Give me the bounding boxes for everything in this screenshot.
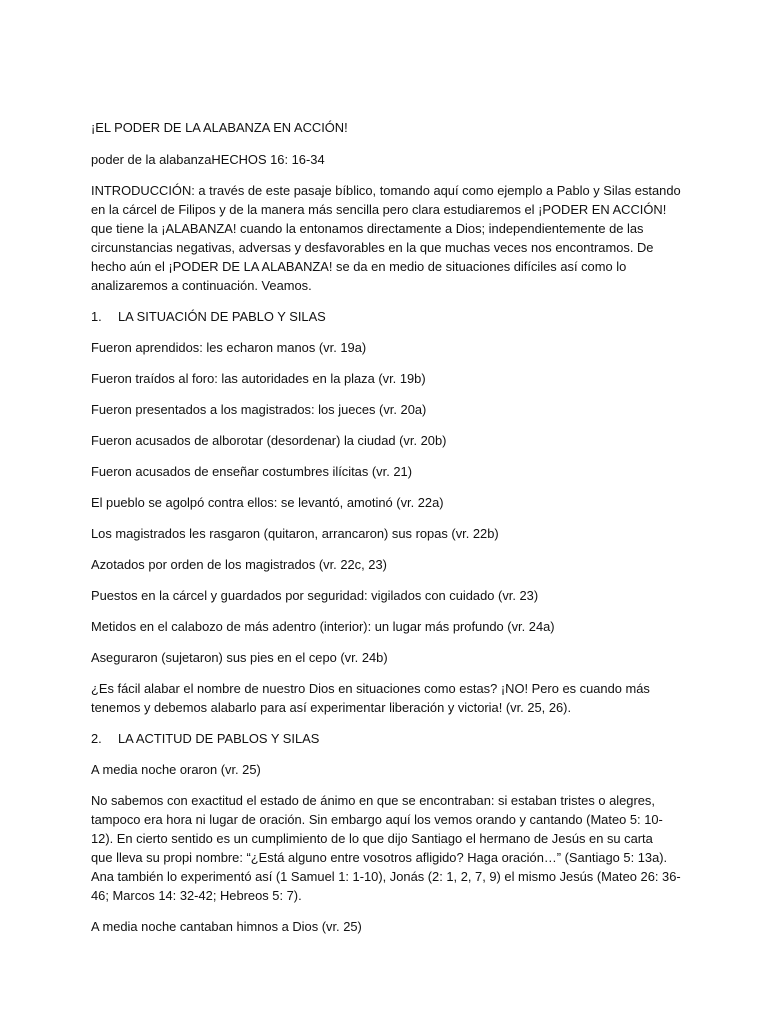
conclusion-paragraph <box>91 679 691 717</box>
text-line: ¿Es fácil alabar el nombre de nuestro Dios en situaciones como estas? ¡NO! Pero es cuando más <box>91 681 650 696</box>
text-line: Ana también lo experimentó así (1 Samuel 1: 1-10), Jonás (2: 1, 2, 7, 9) el mismo Jesús (Mateo 26: 36- <box>91 869 681 884</box>
text-line: tenemos y debemos alabarlo para así experimentar liberación y victoria! (vr. 25, 26). <box>91 700 572 715</box>
section-heading <box>91 729 691 748</box>
section-title: LA ACTITUD DE PABLOS Y SILAS <box>118 731 320 746</box>
text-line: 12). En cierto sentido es un cumplimiento de lo que dijo Santiago el hermano de Jesús en su carta <box>91 831 653 846</box>
document-title: ¡EL PODER DE LA ALABANZA EN ACCIÓN! <box>91 120 348 135</box>
subheading: A media noche oraron (vr. 25) <box>91 762 261 777</box>
list-item: Fueron acusados de alborotar (desordenar) la ciudad (vr. 20b) <box>91 433 447 448</box>
section-number: 2. <box>91 731 102 746</box>
text-line: circunstancias negativas, adversas y desfavorables en la que muchas veces nos encontramos. De <box>91 240 654 255</box>
section-heading <box>91 307 691 326</box>
list-item: Fueron presentados a los magistrados: los jueces (vr. 20a) <box>91 402 427 417</box>
section-title: LA SITUACIÓN DE PABLO Y SILAS <box>118 309 326 324</box>
list-item: El pueblo se agolpó contra ellos: se levantó, amotinó (vr. 22a) <box>91 495 444 510</box>
list-item: Fueron acusados de enseñar costumbres ilícitas (vr. 21) <box>91 464 412 479</box>
body-paragraph <box>91 791 691 905</box>
list-item: Fueron traídos al foro: las autoridades en la plaza (vr. 19b) <box>91 371 426 386</box>
text-line: No sabemos con exactitud el estado de ánimo en que se encontraban: si estaban tristes o alegres, <box>91 793 655 808</box>
document-page <box>91 118 691 948</box>
text-line: tampoco era hora ni lugar de oración. Sin embargo aquí los vemos orando y cantando (Mateo 5: 10- <box>91 812 663 827</box>
text-line: en la cárcel de Filipos y de la manera más sencilla pero clara estudiaremos el ¡PODER EN ACCIÓN! <box>91 202 667 217</box>
text-line: hecho aún el ¡PODER DE LA ALABANZA! se da en medio de situaciones difíciles así como lo <box>91 259 627 274</box>
document-subtitle: poder de la alabanzaHECHOS 16: 16-34 <box>91 152 325 167</box>
text-line: que tiene la ¡ALABANZA! cuando la entonamos directamente a Dios; independientemente de las <box>91 221 644 236</box>
list-item: Puestos en la cárcel y guardados por seguridad: vigilados con cuidado (vr. 23) <box>91 588 539 603</box>
list-item: Aseguraron (sujetaron) sus pies en el cepo (vr. 24b) <box>91 650 388 665</box>
intro-paragraph <box>91 181 691 295</box>
text-line: 46; Marcos 14: 32-42; Hebreos 5: 7). <box>91 888 302 903</box>
text-line: que lleva su propi nombre: “¿Está alguno entre vosotros afligido? Haga oración…” (Santiago 5: 13a). <box>91 850 668 865</box>
list-item: Metidos en el calabozo de más adentro (interior): un lugar más profundo (vr. 24a) <box>91 619 555 634</box>
section-number: 1. <box>91 309 102 324</box>
list-item: Fueron aprendidos: les echaron manos (vr. 19a) <box>91 340 367 355</box>
list-item: Los magistrados les rasgaron (quitaron, arrancaron) sus ropas (vr. 22b) <box>91 526 499 541</box>
text-line: analizaremos a continuación. Veamos. <box>91 278 312 293</box>
subheading: A media noche cantaban himnos a Dios (vr. 25) <box>91 919 362 934</box>
list-item: Azotados por orden de los magistrados (vr. 22c, 23) <box>91 557 387 572</box>
text-line: INTRODUCCIÓN: a través de este pasaje bíblico, tomando aquí como ejemplo a Pablo y Silas estando <box>91 183 681 198</box>
